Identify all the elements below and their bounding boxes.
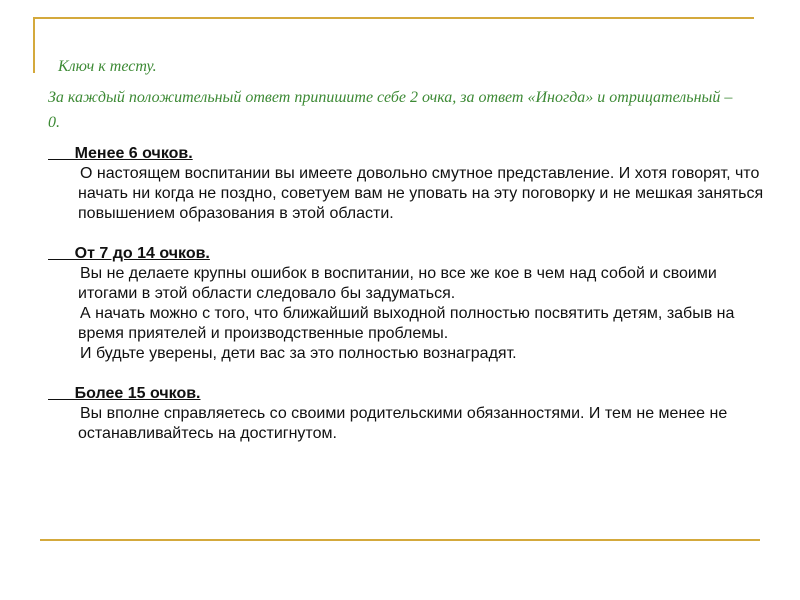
bottom-rule <box>40 539 760 541</box>
section-heading: От 7 до 14 очков. <box>48 245 210 262</box>
left-accent-rule <box>33 17 35 73</box>
section-paragraph: Вы не делаете крупны ошибок в воспитании, но все же кое в чем над собой и своими итогами в этой области следовало бы задуматься. <box>78 265 717 302</box>
section-low-score <box>48 144 768 224</box>
scoring-instruction: За каждый положительный ответ припишите себе 2 очка, за ответ «Иногда» и отрицательный – 0. <box>48 89 733 131</box>
section-high-score <box>48 384 768 444</box>
section-mid-score <box>48 244 768 364</box>
section-paragraph: И будьте уверены, дети вас за это полностью вознаградят. <box>80 345 517 362</box>
section-paragraph: Вы вполне справляетесь со своими родительскими обязанностями. И тем не менее не останавливайтесь на достигнутом. <box>78 405 728 442</box>
key-title: Ключ к тесту. <box>58 58 157 75</box>
top-rule <box>34 17 754 19</box>
section-heading: Более 15 очков. <box>48 385 201 402</box>
results-body <box>48 144 768 444</box>
section-paragraph: А начать можно с того, что ближайший выходной полностью посвятить детям, забыв на время приятелей и производственные проблемы. <box>78 305 735 342</box>
section-paragraph: О настоящем воспитании вы имеете довольно смутное представление. И хотя говорят, что начать ни когда не поздно, советуем вам не уповать на эту поговорку и не мешкая заняться повышением образования в этой области. <box>78 165 764 222</box>
section-heading: Менее 6 очков. <box>48 145 193 162</box>
